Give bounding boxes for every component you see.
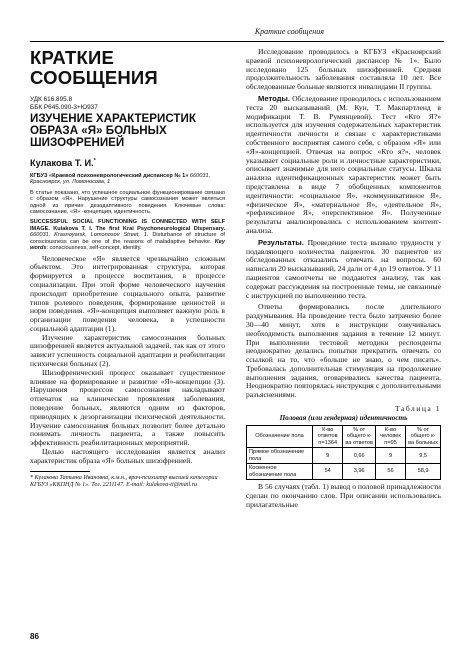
abstract-en-keywords: consciousness, self-concept, identity.: [49, 245, 142, 252]
right-body-end: [246, 483, 441, 509]
affiliation-org: КГБУЗ «Краевой психоневрологический диспансер № 1»: [30, 172, 189, 179]
left-column: [30, 48, 225, 489]
table-header-cell: Обозначение пола: [247, 426, 313, 448]
table-cell: 56: [375, 464, 405, 480]
table-cell: 9: [375, 448, 405, 464]
footnote-divider: [30, 471, 90, 472]
author-line: [30, 156, 225, 169]
table-header-cell: % от общего к-ва ответов: [343, 426, 376, 448]
table-cell: Косвенное обозначение пола: [247, 464, 313, 480]
udc-code: УДК 616.895.8: [30, 96, 73, 103]
abstract-en-address: 660031, Krasnoyarsk, Lomonosov Street, 1.: [30, 232, 149, 239]
table-row: [247, 448, 441, 464]
body-paragraph: Ответы формировались после длительного раздумывания. На проведение теста было затрачено более 30—40 минут, хотя в инструкции озвучивалась необходимость выполнения задания в течение 12 минут. При выполнении тестовой методики респонденты неоднократно делались попытки прекратить отвечать со ссылкой на то, что «больше не знаю, о чем писать». Требовалась дополнительная стимуляция на продолжение выполнения задания, оговаривались качества пациента. Неоднократно повторялась инструкция с дополнительными разъяснениями.: [246, 302, 441, 400]
table-cell: 9,5: [406, 448, 441, 464]
page-number: 86: [30, 632, 39, 641]
section-title: [30, 48, 225, 88]
body-paragraph: Человеческое «Я» является чрезвычайно сложным объектом. Это интегрированная структура, которая формируется в процессе воспитания, в процессе социализации. При этой форме человеческого научения происходит приобретение социального опыта, развитие типов ролевого поведения, формирование ценностей и норм поведения. «Я»-концепция выполняет важную роль в организации поведения человека, в успешности социальной адаптации (1).: [30, 253, 225, 333]
classification-codes: [30, 96, 225, 112]
table-cell: 3,96: [343, 464, 376, 480]
right-column: [246, 48, 441, 509]
methods-text: Обследование проводилось с использованием теста 20 высказываний (М. Кун, Т. Макпартленд в модификации Т. В. Румянцевой). Тест «Кто Я?» используется для изучения содержательных характеристик идентичности личности и связан с характеристиками собственного восприятия самого себя, с образом «Я» или «Я»-концепцией. Отвечая на вопрос «Кто я?», человек указывает социальные роли и личностные характеристики, описывает значимые для него социальные статусы. Шкала анализа идентификационных характеристик может быть представлена в виде 7 обобщенных компонентов идентичности: «социальное Я», «коммуникативное Я», «физическое Я», «материальное Я», «деятельное Я», «рефлексивное Я», «перспективное Я». Полученные результаты анализировались с использованием контент-анализа.: [246, 93, 441, 235]
table-number: Таблица 1: [395, 404, 441, 414]
section-title-line-1: КРАТКИЕ: [30, 47, 115, 68]
left-body: [30, 255, 225, 466]
author-name: Кулакова Т. И.: [30, 157, 94, 168]
results-label: Результаты.: [258, 237, 304, 247]
table-caption: Половая (или гендерная) идентичность: [279, 414, 408, 423]
table-cell: 9: [312, 448, 342, 464]
affiliation: [30, 173, 225, 186]
body-paragraph: Целью настоящего исследования является анализ характеристик образа «Я» больных шизофренией.: [30, 447, 225, 465]
running-header-title: Краткие сообщения: [254, 27, 324, 36]
table-row: [247, 464, 441, 480]
results-paragraph: [246, 239, 441, 301]
abstract-en-keywords-label: Key words: [30, 238, 225, 252]
methods-label: Методы.: [258, 93, 291, 103]
results-text: Проведение теста вызвало трудности у подавляющего количества пациентов. 30 пациентов из обследованных отказались отвечать на вопросы. 60 написали 20 высказываний, 24 дали от 4 до 19 ответов. У 11 пациентов самоотчеты не поддаются анализу, так как содержат рассуждения на построенные темы, не связанные с инструкцией по выполнению теста.: [246, 237, 441, 300]
body-paragraph: В 56 случаях (табл. 1) вывод о половой принадлежности сделан по окончанию слов. При описании использовались прилагательные: [246, 481, 441, 509]
bbk-code: ББК Р645.090-3+Ю937: [30, 104, 98, 111]
table-cell: 58,9: [406, 464, 441, 480]
abstract-en-title: SUCCESSFUL SOCIAL FUNCTIONING IS CONNECTED WITH SELF IMAGE. Kulakova T. I. The first Krai Psychoneurological Dispensary.: [30, 219, 225, 232]
table-cell: 54: [312, 464, 342, 480]
table-header-row: [247, 426, 441, 448]
methods-paragraph: [246, 95, 441, 236]
intro-paragraph: Исследование проводилось в КГБУЗ «Красноярский краевой психоневрологический диспансер № 1». Было исследовано 125 больных шизофренией. Средняя продолжительность заболевания составляла 10 лет. Все обследованные больные являются инвалидами II группы.: [246, 47, 441, 92]
body-paragraph: Изучение характеристик самосознания больных шизофренией является актуальной задачей, так как от этого зависит успешность социальной адаптации и реабилитации психически больных (2).: [30, 332, 225, 369]
table-header-cell: К-во человек n=95: [375, 426, 405, 448]
table-cell: 0,66: [343, 448, 376, 464]
section-title-line-2: СООБЩЕНИЯ: [30, 67, 158, 88]
author-footnote: * Кулакова Татьяна Ивановна, к.м.н., врач-психиатр высшей категории КГБУЗ «ККПНД № 1». Тел. 2211147. E-mail: kulakova-ti@mail.ru: [30, 474, 218, 488]
gender-identity-table: [246, 425, 441, 480]
table-header-cell: К-во ответов n=1364: [312, 426, 342, 448]
table-cell: Прямое обозначение пола: [247, 448, 313, 464]
body-paragraph: Шизофренический процесс оказывает существенное влияние на формирование и развитие «Я»-концепции (3). Нарушения процессов самосознания накладывают отпечаток на клинические проявления заболевания, поведение больных, являются одним из факторов, приводящих к дезорганизации психической деятельности. Изучение самосознания больных позволит более детально понимать личность пациента, а также повысить эффективность реабилитационных мероприятий.: [30, 367, 225, 448]
article-title: ИЗУЧЕНИЕ ХАРАКТЕРИСТИК ОБРАЗА «Я» БОЛЬНЫХ ШИЗОФРЕНИЕЙ: [30, 112, 196, 150]
right-body: [246, 48, 441, 400]
table-header-cell: % от общего к-ва больных: [406, 426, 441, 448]
affiliation-address: 660031, Красноярск, ул. Ломоносова, 1: [30, 172, 211, 186]
running-header: [30, 22, 444, 42]
abstract-en: SUCCESSFUL SOCIAL FUNCTIONING IS CONNECTED WITH SELF IMAGE. Kulakova T. I. The first Krai Psychoneurological Dispensary. 660031, Krasnoyarsk, Lomonosov Street, 1. Disturbance of structure of consciousness can be one of the reasons of maladaptive behavior. Key words: consciousness, self-concept, identity.: [30, 219, 225, 252]
abstract-en-text: Disturbance of structure of consciousness can be one of the reasons of maladaptive behavior.: [30, 232, 225, 245]
author-footnote-mark: *: [93, 157, 96, 164]
abstract-ru: В статье показано, что успешное социальное функционирование связано с образом «Я». Нарушение структуры самосознания может являться одной из причин дезадаптивного поведения. Ключевые слова: самосознание, «Я» -концепция, идентичность.: [30, 189, 225, 216]
